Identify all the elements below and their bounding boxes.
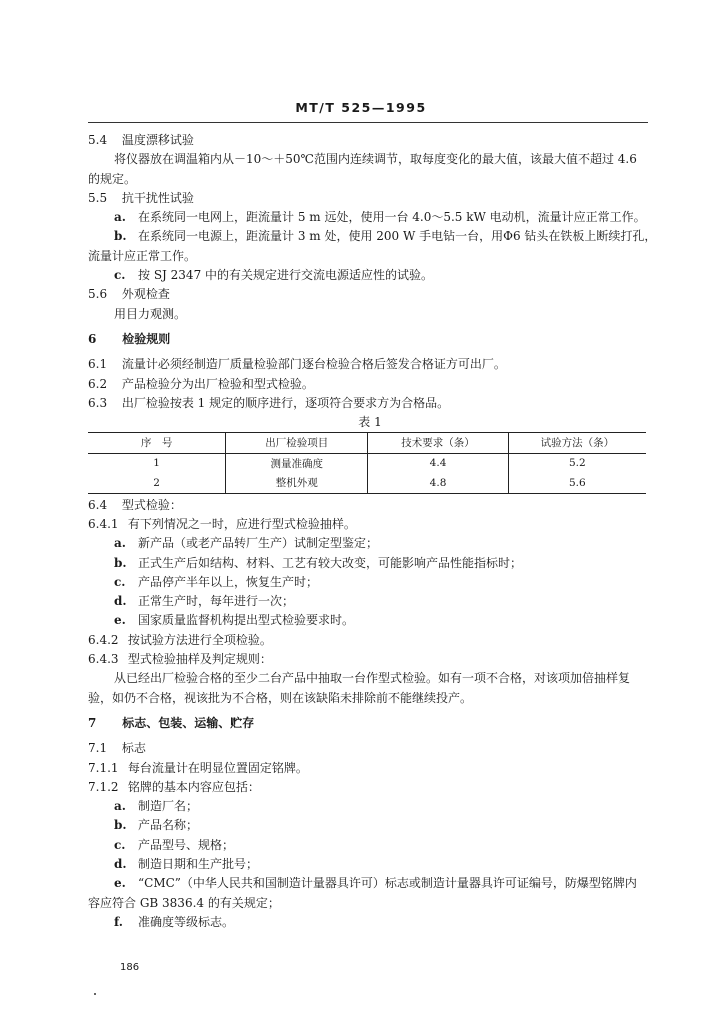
section-5-5-heading: 5.5 抗干扰性试验 xyxy=(88,190,194,205)
chapter-6-heading: 6 检验规则 xyxy=(88,331,171,346)
list-item: c. 产品型号、规格； xyxy=(114,837,235,852)
list-item: e. “CMC”（中华人民共和国制造计量器具许可）标志或制造计量器具许可证编号，防爆型铭牌内 xyxy=(114,876,637,891)
section-6-4-3: 6.4.3 型式检验抽样及判定规则： xyxy=(88,652,272,667)
section-6-4-1: 6.4.1 有下列情况之一时，应进行型式检验抽样。 xyxy=(88,516,356,531)
section-5-4-text: 将仪器放在调温箱内从－10～＋50℃范围内连续调节，取每度变化的最大值，该最大值不超过 4.6 xyxy=(114,152,637,167)
list-item-cont: 流量计应正常工作。 xyxy=(88,248,197,263)
section-7-1-heading: 7.1 标志 xyxy=(88,741,146,756)
list-item: d. 制造日期和生产批号； xyxy=(114,857,259,871)
document-body xyxy=(88,131,657,932)
section-6-4-3-text-cont: 验，如仍不合格，视该批为不合格，则在该缺陷未排除前不能继续投产。 xyxy=(88,690,473,705)
table-cell: 4.8 xyxy=(368,473,508,493)
table-header-cell: 序 号 xyxy=(88,433,226,454)
table-cell: 1 xyxy=(153,457,160,470)
list-item: b. 产品名称； xyxy=(114,818,199,833)
section-5-4-heading: 5.4 温度漂移试验 xyxy=(88,133,194,147)
list-item: c. 按 SJ 2347 中的有关规定进行交流电源适应性的试验。 xyxy=(114,268,434,283)
scan-speck xyxy=(94,993,96,995)
list-item: a. 在系统同一电网上，距流量计 5 m 远处，使用一台 4.0～5.5 kW 电动机，流量计应正常工作。 xyxy=(114,210,646,225)
table-cell: 2 xyxy=(88,473,226,493)
table-cell: 整机外观 xyxy=(226,473,368,493)
section-6-1: 6.1 流量计必须经制造厂质量检验部门逐台检验合格后签发合格证方可出厂。 xyxy=(88,357,506,372)
table-header-cell: 技术要求（条） xyxy=(368,433,508,454)
section-6-2: 6.2 产品检验分为出厂检验和型式检验。 xyxy=(88,376,314,391)
inspection-table xyxy=(88,432,646,494)
list-item: a. 制造厂名； xyxy=(114,799,199,814)
section-6-4-3-text: 从已经出厂检验合格的至少二台产品中抽取一台作型式检验。如有一项不合格，对该项加倍抽样复 xyxy=(114,671,631,686)
chapter-7-heading: 7 标志、包装、运输、贮存 xyxy=(88,715,255,730)
list-item: c. 产品停产半年以上，恢复生产时； xyxy=(114,574,319,589)
table-caption: 表 1 xyxy=(358,415,382,430)
section-5-6-heading: 5.6 外观检查 xyxy=(88,287,170,302)
table-cell: 5.6 xyxy=(508,473,646,493)
section-6-4-heading: 6.4 型式检验： xyxy=(88,497,182,512)
list-item: a. 新产品（或老产品转厂生产）试制定型鉴定； xyxy=(114,536,379,551)
table-cell: 4.4 xyxy=(368,453,508,473)
section-5-6-text: 用目力观测。 xyxy=(114,306,187,321)
list-item: e. 国家质量监督机构提出型式检验要求时。 xyxy=(114,613,355,628)
list-item: b. 正式生产后如结构、材料、工艺有较大改变，可能影响产品性能指标时； xyxy=(114,555,523,570)
page-number: 186 xyxy=(120,962,140,973)
section-7-1-2: 7.1.2 铭牌的基本内容应包括： xyxy=(88,779,260,794)
table-cell: 5.2 xyxy=(508,453,646,473)
table-header-cell: 出厂检验项目 xyxy=(226,433,368,454)
section-5-4-text-cont: 的规定。 xyxy=(88,171,137,186)
list-item-cont: 容应符合 GB 3836.4 的有关规定； xyxy=(88,895,280,910)
table-header-row xyxy=(88,433,646,454)
table-cell: 测量准确度 xyxy=(226,453,368,473)
list-item: b. 在系统同一电源上，距流量计 3 m 处，使用 200 W 手电钻一台，用Φ6 钻头在铁板上断续打孔， xyxy=(114,229,657,244)
table-row xyxy=(88,473,646,493)
table-header-cell: 试验方法（条） xyxy=(508,433,646,454)
section-6-3: 6.3 出厂检验按表 1 规定的顺序进行，逐项符合要求方为合格品。 xyxy=(88,395,450,410)
list-item: f. 准确度等级标志。 xyxy=(114,914,235,929)
section-6-4-2: 6.4.2 按试验方法进行全项检验。 xyxy=(88,632,272,647)
table-row xyxy=(88,453,646,473)
header-rule xyxy=(88,122,648,123)
page-header: MT/T 525—1995 xyxy=(295,100,427,115)
section-7-1-1: 7.1.1 每台流量计在明显位置固定铭牌。 xyxy=(88,760,308,775)
list-item: d. 正常生产时，每年进行一次； xyxy=(114,594,295,609)
